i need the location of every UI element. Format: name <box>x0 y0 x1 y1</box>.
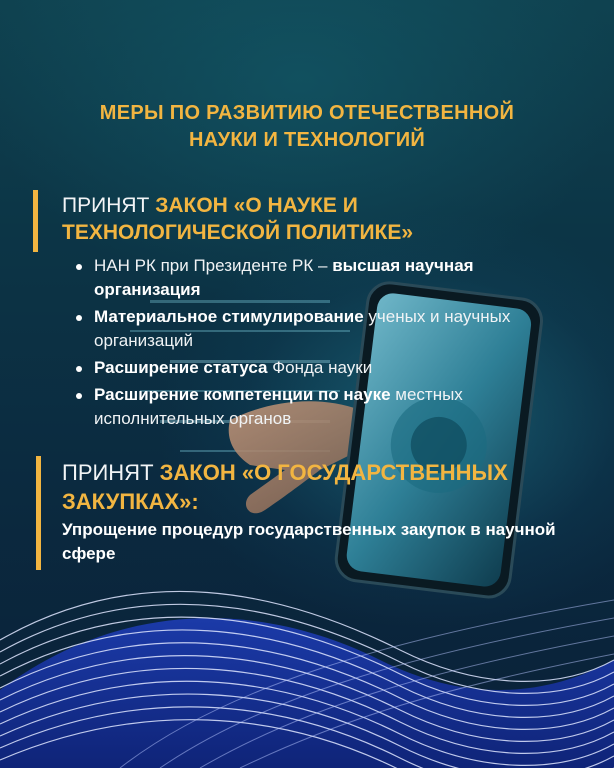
section-2-accent-bar <box>36 456 41 570</box>
list-item-text: ученых и научных организаций <box>94 307 511 350</box>
list-item-text: местных исполнительных органов <box>94 385 463 428</box>
list-item <box>74 305 564 353</box>
title-line-2: НАУКИ И ТЕХНОЛОГИЙ <box>188 129 426 151</box>
section-1-prefix: ПРИНЯТ <box>62 194 156 217</box>
list-item-bold-text: Расширение компетенции по науке <box>94 385 391 404</box>
section-1-bullet-list <box>74 254 564 434</box>
list-item <box>74 254 564 302</box>
section-1-heading <box>62 192 413 246</box>
section-1-law-line-2: ТЕХНОЛОГИЧЕСКОЙ ПОЛИТИКЕ» <box>62 221 414 244</box>
list-item <box>74 356 564 380</box>
page-title <box>0 100 614 154</box>
list-item-bold-text: Материальное стимулирование <box>94 307 364 326</box>
section-2-law-line-2: ЗАКУПКАХ»: <box>62 489 199 514</box>
wave-pattern <box>0 591 614 768</box>
section-2-prefix: ПРИНЯТ <box>62 460 160 485</box>
list-item-bold-text: Расширение статуса <box>94 358 268 377</box>
section-1-accent-bar <box>33 190 38 252</box>
title-line-1: МЕРЫ ПО РАЗВИТИЮ ОТЕЧЕСТВЕННОЙ <box>99 102 515 124</box>
section-2-subtitle: Упрощение процедур государственных закупок в научной сфере <box>62 520 556 563</box>
section-1-heading-line-1 <box>62 192 413 219</box>
list-item-bold-text: высшая научная организация <box>94 256 474 299</box>
section-2-law-line-1: ЗАКОН «О ГОСУДАРСТВЕННЫХ <box>159 460 508 485</box>
list-item-text: НАН РК при Президенте РК – <box>94 256 333 275</box>
list-item <box>74 383 564 431</box>
section-1-law-line-1: ЗАКОН «О НАУКЕ И <box>155 194 358 217</box>
section-2-heading <box>62 458 508 516</box>
section-2-heading-line-1 <box>62 458 508 487</box>
list-item-text: Фонда науки <box>267 358 373 377</box>
